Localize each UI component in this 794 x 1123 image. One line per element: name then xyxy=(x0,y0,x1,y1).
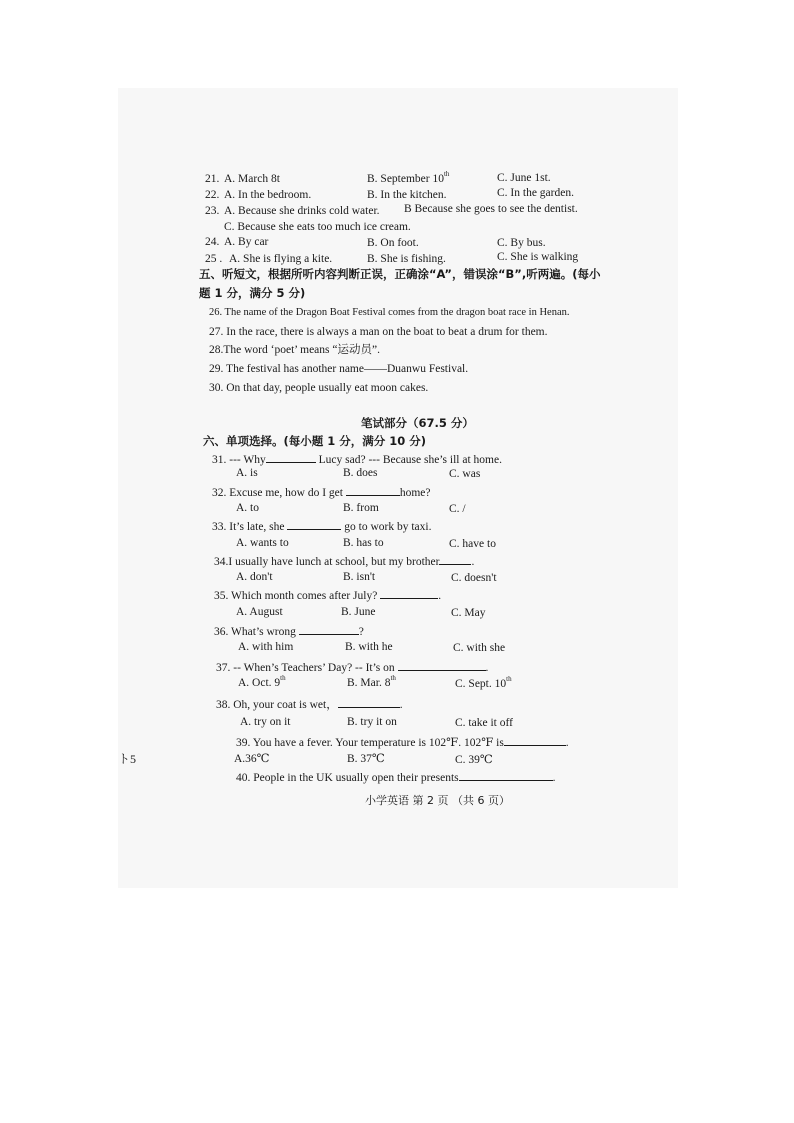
q32-option-a: A. to xyxy=(236,502,259,514)
q35-option-c: C. May xyxy=(451,607,486,619)
q38-option-c: C. take it off xyxy=(455,717,513,729)
q25-number: 25 . xyxy=(205,253,223,265)
q24-option-b: B. On foot. xyxy=(367,237,419,249)
q37-option-c: C. Sept. 10th xyxy=(455,675,512,690)
q33-option-a: A. wants to xyxy=(236,537,289,549)
q40-stem: 40. People in the UK usually open their presents . xyxy=(236,769,556,785)
q37-option-a: A. Oct. 9th xyxy=(238,674,286,689)
q34-option-a: A. don't xyxy=(236,571,273,583)
q38-stem: 38. Oh, your coat is wet， . xyxy=(216,696,403,712)
q21-option-b: B. September 10th xyxy=(367,170,450,185)
q30-statement: 30. On that day, people usually eat moon cakes. xyxy=(209,382,429,394)
q38-option-a: A. try on it xyxy=(240,716,291,728)
q36-option-a: A. with him xyxy=(238,641,294,653)
q39-option-b: B. 37℃ xyxy=(347,753,385,765)
q38-option-b: B. try it on xyxy=(347,716,397,728)
q22-number: 22. xyxy=(205,189,220,201)
q28-statement: 28.The word ‘poet’ means “运动员”. xyxy=(209,344,380,356)
q37-stem: 37. -- When’s Teachers’ Day? -- It’s on . xyxy=(216,659,488,675)
q24-option-c: C. By bus. xyxy=(497,237,546,249)
q21-option-c: C. June 1st. xyxy=(497,172,551,184)
q35-stem: 35. Which month comes after July? . xyxy=(214,587,441,603)
q25-option-b: B. She is fishing. xyxy=(367,253,446,265)
q22-option-b: B. In the kitchen. xyxy=(367,189,447,201)
q24-option-a: A. By car xyxy=(224,236,269,248)
q32-option-c: C. / xyxy=(449,503,466,515)
section6-heading: 六、单项选择。(每小题 1 分，满分 10 分) xyxy=(203,434,427,448)
q32-stem: 32. Excuse me, how do I get home? xyxy=(212,484,430,500)
q23-number: 23. xyxy=(205,205,220,217)
q36-option-b: B. with he xyxy=(345,641,393,653)
q31-stem: 31. --- Why Lucy sad? --- Because she’s ill at home. xyxy=(212,451,502,467)
q29-statement: 29. The festival has another name——Duanwu Festival. xyxy=(209,363,469,375)
q36-stem: 36. What’s wrong ? xyxy=(214,623,364,639)
q23-option-b: B Because she goes to see the dentist. xyxy=(404,203,578,215)
section5-heading-line1: 五、听短文，根据所听内容判断正误，正确涂“A”，错误涂“B”,听两遍。(每小 xyxy=(199,267,601,281)
q33-option-b: B. has to xyxy=(343,537,384,549)
q33-stem: 33. It’s late, she go to work by taxi. xyxy=(212,518,431,534)
q36-option-c: C. with she xyxy=(453,642,506,654)
q24-number: 24. xyxy=(205,236,220,248)
q23-option-a: A. Because she drinks cold water. xyxy=(224,205,380,217)
q34-stem: 34.I usually have lunch at school, but my brother . xyxy=(214,553,474,569)
q22-option-c: C. In the garden. xyxy=(497,187,574,199)
q35-option-a: A. August xyxy=(236,606,283,618)
q21-number: 21. xyxy=(205,173,220,185)
q39-option-a: A.36℃ xyxy=(234,753,270,765)
q33-option-c: C. have to xyxy=(449,538,496,550)
q25-option-a: A. She is flying a kite. xyxy=(229,253,333,265)
q26-statement: 26. The name of the Dragon Boat Festival comes from the dragon boat race in Henan. xyxy=(209,307,570,318)
q35-option-b: B. June xyxy=(341,606,376,618)
q31-option-c: C. was xyxy=(449,468,481,480)
q31-option-a: A. is xyxy=(236,467,258,479)
section5-heading-line2: 题 1 分，满分 5 分) xyxy=(199,286,306,300)
q37-option-b: B. Mar. 8th xyxy=(347,674,396,689)
q39-option-c: C. 39℃ xyxy=(455,754,493,766)
q21-option-a: A. March 8t xyxy=(224,173,280,185)
q39-stem: 39. You have a fever. Your temperature is 102℉. 102℉ is . xyxy=(236,734,569,750)
q34-option-c: C. doesn't xyxy=(451,572,497,584)
page-footer: 小学英语 第 2 页 （共 6 页） xyxy=(365,794,510,807)
q23-option-c: C. Because she eats too much ice cream. xyxy=(224,221,411,233)
q25-option-c: C. She is walking xyxy=(497,251,579,263)
q27-statement: 27. In the race, there is always a man on the boat to beat a drum for them. xyxy=(209,326,548,338)
q31-option-b: B. does xyxy=(343,467,378,479)
margin-artifact: ト5 xyxy=(118,752,137,766)
q32-option-b: B. from xyxy=(343,502,379,514)
q22-option-a: A. In the bedroom. xyxy=(224,189,312,201)
q34-option-b: B. isn't xyxy=(343,571,376,583)
written-part-title: 笔试部分（67.5 分） xyxy=(361,416,474,430)
